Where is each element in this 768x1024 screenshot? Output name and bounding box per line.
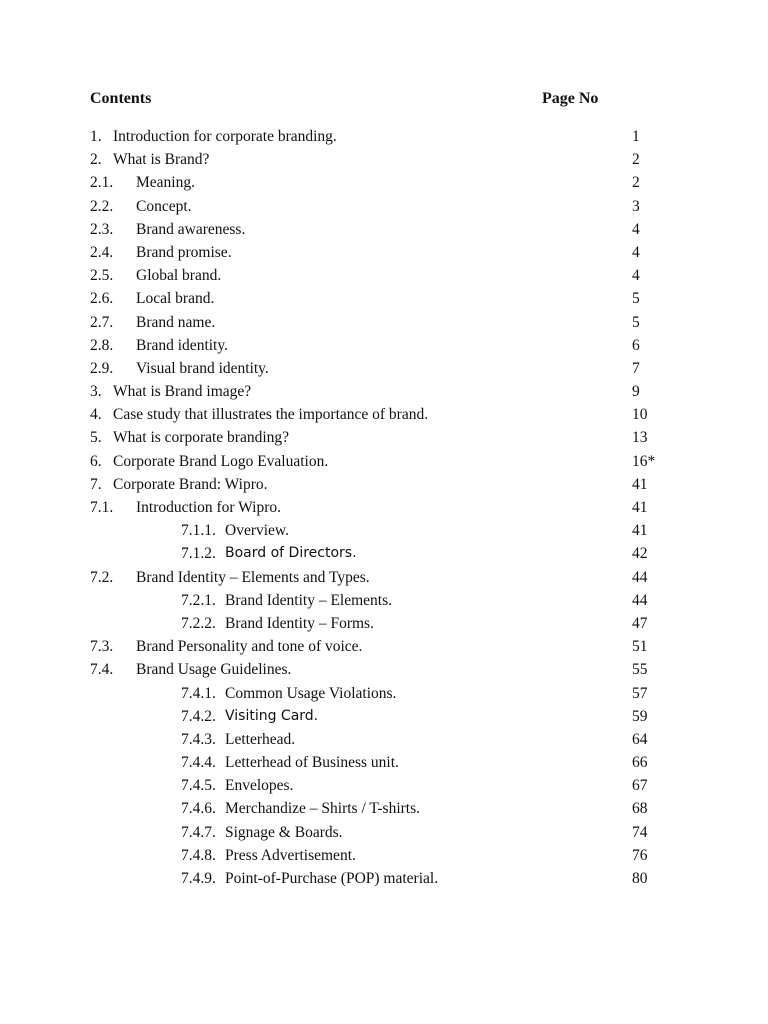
toc-entry-title: Brand Identity – Elements.: [225, 591, 393, 609]
toc-entry-title: Point-of-Purchase (POP) material.: [225, 870, 439, 887]
toc-entry-title: Brand awareness.: [136, 220, 246, 238]
toc-entry-page: 76: [632, 846, 648, 864]
toc-entry-title: Brand Usage Guidelines.: [136, 661, 292, 679]
toc-entry-number: 7.4.3.: [181, 730, 216, 748]
toc-entry: [0, 797, 768, 820]
toc-entry-title: Visiting Card.: [225, 707, 319, 724]
toc-entry: [0, 357, 768, 380]
toc-entry-title: Envelopes.: [225, 777, 294, 795]
toc-entry-title: What is corporate branding?: [113, 429, 290, 447]
toc-entry-title: Case study that illustrates the importance of brand.: [113, 406, 429, 424]
toc-entry-title: Global brand.: [136, 267, 222, 285]
toc-entry-number: 6.: [90, 452, 102, 470]
toc-entry-number: 2.5.: [90, 267, 114, 285]
toc-entry-number: 2.3.: [90, 220, 114, 238]
toc-entry-number: 2.: [90, 151, 102, 169]
toc-entry-title: Concept.: [136, 197, 192, 215]
toc-entry-number: 1.: [90, 128, 102, 145]
toc-entry: [0, 612, 768, 635]
toc-entry-title: Visual brand identity.: [136, 359, 269, 377]
toc-entry-number: 7.4.4.: [181, 754, 216, 772]
toc-entry-title: Brand Personality and tone of voice.: [136, 638, 363, 656]
toc-header: [0, 90, 768, 112]
toc-entry-page: 67: [632, 777, 648, 795]
contents-heading: Contents: [90, 90, 152, 107]
toc-entry: [0, 311, 768, 334]
toc-entry-number: 7.1.2.: [181, 545, 216, 563]
toc-entry: [0, 705, 768, 728]
toc-entry: [0, 589, 768, 612]
toc-entry: [0, 450, 768, 473]
toc-entry: [0, 728, 768, 751]
toc-entry-title: Board of Directors.: [225, 545, 357, 562]
toc-entry-page: 44: [632, 591, 648, 609]
toc-entry-page: 47: [632, 614, 648, 632]
toc-entry-title: Letterhead.: [225, 730, 296, 748]
toc-entry-title: Signage & Boards.: [225, 823, 343, 841]
toc-entry-title: Merchandize – Shirts / T-shirts.: [225, 800, 421, 818]
toc-entry-number: 7.2.2.: [181, 614, 216, 632]
toc-entry-number: 2.4.: [90, 243, 114, 261]
toc-entry-title: Introduction for Wipro.: [136, 499, 282, 516]
toc-entry: [0, 403, 768, 426]
toc-entry: [0, 844, 768, 867]
toc-entry-number: 2.9.: [90, 359, 114, 377]
toc-entry-page: 41: [632, 522, 648, 540]
toc-entry-page: 41: [632, 499, 648, 516]
toc-entry-page: 6: [632, 336, 640, 354]
toc-entry-page: 2: [632, 151, 640, 169]
toc-entry: [0, 241, 768, 264]
toc-entry-title: Corporate Brand: Wipro.: [113, 475, 268, 493]
toc-entry: [0, 774, 768, 797]
toc-entry: [0, 171, 768, 194]
toc-entry-number: 7.1.1.: [181, 522, 216, 540]
table-of-contents: [0, 125, 768, 890]
toc-entry-page: 80: [632, 870, 648, 887]
toc-entry-number: 7.4.7.: [181, 823, 216, 841]
toc-entry-number: 2.6.: [90, 290, 114, 308]
toc-entry-number: 2.7.: [90, 313, 114, 331]
toc-entry: [0, 125, 768, 148]
toc-entry-number: 7.2.1.: [181, 591, 216, 609]
toc-entry: [0, 542, 768, 565]
toc-entry-page: 51: [632, 638, 648, 656]
toc-entry: [0, 287, 768, 310]
toc-entry-number: 3.: [90, 383, 102, 401]
toc-entry-number: 2.1.: [90, 174, 114, 192]
toc-entry: [0, 635, 768, 658]
toc-entry-page: 3: [632, 197, 640, 215]
toc-entry-page: 57: [632, 684, 648, 702]
toc-entry-number: 4.: [90, 406, 102, 424]
toc-entry: [0, 380, 768, 403]
toc-entry: [0, 867, 768, 890]
toc-entry: [0, 148, 768, 171]
toc-entry-page: 68: [632, 800, 648, 818]
toc-entry: [0, 658, 768, 681]
toc-entry-page: 59: [632, 707, 648, 725]
toc-entry-page: 16*: [632, 452, 656, 470]
toc-entry-page: 7: [632, 359, 640, 377]
toc-entry-number: 7.4.: [90, 661, 114, 679]
toc-entry-number: 7.4.5.: [181, 777, 216, 795]
toc-entry-title: Brand promise.: [136, 243, 232, 261]
toc-entry-number: 5.: [90, 429, 102, 447]
toc-entry-page: 74: [632, 823, 648, 841]
toc-entry-number: 7.4.9.: [181, 870, 216, 887]
toc-entry: [0, 334, 768, 357]
toc-entry-title: Brand Identity – Forms.: [225, 614, 374, 632]
toc-entry-page: 5: [632, 290, 640, 308]
toc-entry-title: Introduction for corporate branding.: [113, 128, 337, 145]
toc-entry-number: 7.2.: [90, 568, 114, 586]
toc-entry: [0, 195, 768, 218]
toc-entry-number: 7.: [90, 475, 102, 493]
toc-entry-page: 4: [632, 220, 640, 238]
toc-entry-number: 7.1.: [90, 499, 114, 516]
toc-entry-page: 4: [632, 267, 640, 285]
toc-entry-page: 9: [632, 383, 640, 401]
toc-entry-number: 7.4.1.: [181, 684, 216, 702]
toc-entry-page: 2: [632, 174, 640, 192]
toc-entry-title: Letterhead of Business unit.: [225, 754, 399, 772]
toc-entry-number: 7.3.: [90, 638, 114, 656]
page-no-heading: Page No: [542, 90, 599, 107]
toc-entry-title: What is Brand image?: [113, 383, 252, 401]
toc-entry-title: Brand identity.: [136, 336, 228, 354]
toc-entry-page: 10: [632, 406, 648, 424]
toc-entry-page: 13: [632, 429, 648, 447]
toc-entry-number: 7.4.2.: [181, 707, 216, 725]
toc-entry-page: 4: [632, 243, 640, 261]
toc-entry-number: 7.4.6.: [181, 800, 216, 818]
toc-entry-page: 41: [632, 475, 648, 493]
toc-entry-title: Overview.: [225, 522, 289, 540]
toc-entry: [0, 426, 768, 449]
toc-entry: [0, 566, 768, 589]
toc-entry: [0, 473, 768, 496]
toc-entry-page: 64: [632, 730, 648, 748]
toc-entry: [0, 821, 768, 844]
toc-entry-page: 44: [632, 568, 648, 586]
toc-entry-number: 7.4.8.: [181, 846, 216, 864]
toc-entry-title: Brand Identity – Elements and Types.: [136, 568, 370, 586]
toc-entry: [0, 218, 768, 241]
toc-entry-title: Press Advertisement.: [225, 846, 356, 864]
toc-entry-title: What is Brand?: [113, 151, 210, 169]
toc-entry: [0, 519, 768, 542]
toc-entry-title: Meaning.: [136, 174, 195, 192]
toc-entry-title: Brand name.: [136, 313, 216, 331]
toc-entry-page: 5: [632, 313, 640, 331]
toc-entry: [0, 264, 768, 287]
toc-entry-page: 66: [632, 754, 648, 772]
toc-entry-number: 2.2.: [90, 197, 114, 215]
toc-entry: [0, 496, 768, 519]
toc-entry-page: 55: [632, 661, 648, 679]
toc-entry-page: 1: [632, 128, 640, 145]
toc-entry: [0, 682, 768, 705]
toc-entry-page: 42: [632, 545, 648, 563]
toc-entry: [0, 751, 768, 774]
toc-entry-title: Corporate Brand Logo Evaluation.: [113, 452, 329, 470]
toc-entry-title: Local brand.: [136, 290, 215, 308]
toc-entry-number: 2.8.: [90, 336, 114, 354]
toc-entry-title: Common Usage Violations.: [225, 684, 397, 702]
